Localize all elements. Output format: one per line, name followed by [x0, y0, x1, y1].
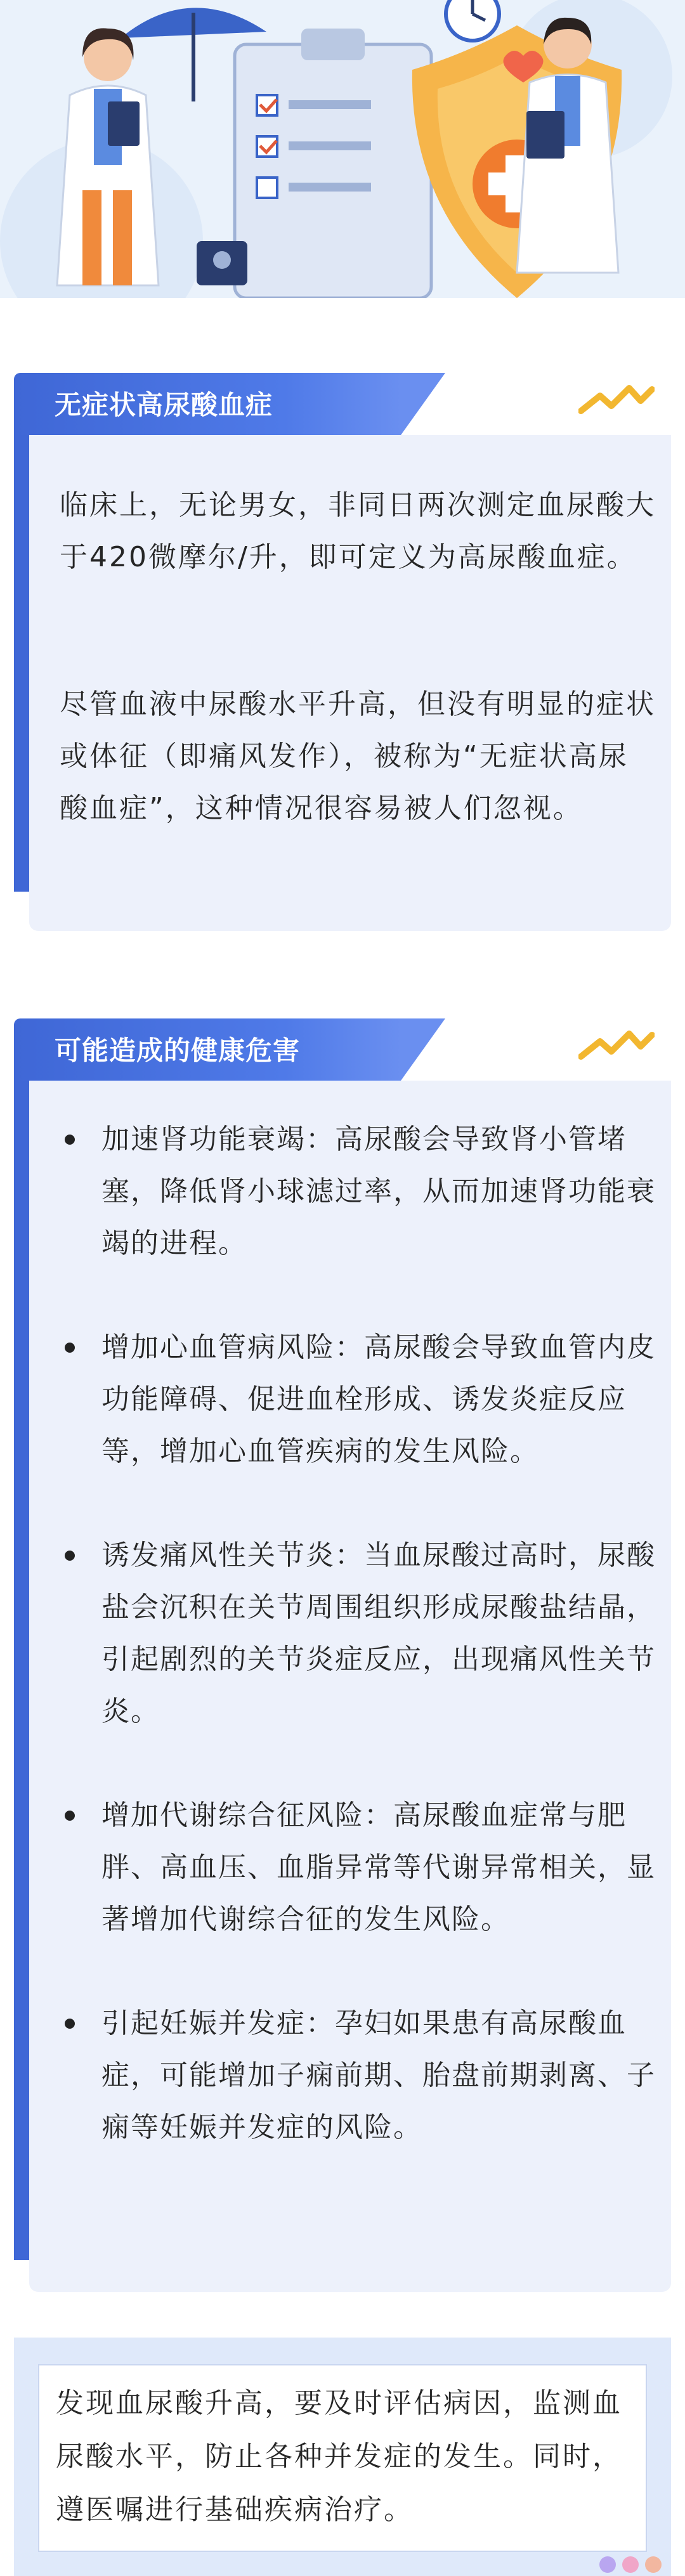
list-item: 增加代谢综合征风险：高尿酸血症常与肥胖、高血压、血脂异常等代谢异常相关，显著增加代谢综合征的发生风险。 — [60, 1790, 656, 1946]
section-title-bar — [14, 373, 401, 435]
decorative-dots-icon — [589, 2553, 671, 2576]
zigzag-icon — [578, 382, 655, 420]
list-item: 增加心血管病风险：高尿酸会导致血管内皮功能障碍、促进血栓形成、诱发炎症反应等，增加心血管疾病的发生风险。 — [60, 1322, 656, 1478]
paragraph: 临床上，无论男女，非同日两次测定血尿酸大于420微摩尔/升，即可定义为高尿酸血症。 — [60, 489, 656, 573]
clock-icon — [446, 0, 499, 41]
card-accent-bar — [14, 1081, 29, 2260]
list-item: 引起妊娠并发症：孕妇如果患有高尿酸血症，可能增加子痫前期、胎盘前期剥离、子痫等妊娠并发症的风险。 — [60, 1998, 656, 2154]
summary-text: 发现血尿酸升高，要及时评估病因，监测血尿酸水平，防止各种并发症的发生。同时，遵医嘱进行基础疾病治疗。 — [56, 2387, 622, 2526]
section-title: 可能造成的健康危害 — [55, 1035, 301, 1066]
hazard-list — [60, 1114, 656, 2154]
medical-illustration — [0, 0, 685, 298]
section-health-hazards — [14, 1018, 671, 2293]
paragraph: 尽管血液中尿酸水平升高，但没有明显的症状或体征（即痛风发作），被称为“无症状高尿酸血症”，这种情况很容易被人们忽视。 — [60, 688, 656, 824]
list-item: 加速肾功能衰竭：高尿酸会导致肾小管堵塞，降低肾小球滤过率，从而加速肾功能衰竭的进程。 — [60, 1114, 656, 1270]
card-accent-bar — [14, 435, 29, 892]
zigzag-icon — [578, 1027, 655, 1065]
summary-inner-frame — [38, 2364, 647, 2552]
section-title: 无症状高尿酸血症 — [55, 389, 273, 420]
hero-illustration — [0, 0, 685, 298]
content-card — [29, 435, 671, 931]
content-card — [29, 1081, 671, 2292]
list-item: 诱发痛风性关节炎：当血尿酸过高时，尿酸盐会沉积在关节周围组织形成尿酸盐结晶，引起剧烈的关节炎症反应，出现痛风性关节炎。 — [60, 1530, 656, 1738]
section-title-bar — [14, 1018, 401, 1081]
section-asymptomatic-hyperuricemia — [14, 373, 671, 931]
summary-box — [14, 2338, 671, 2576]
